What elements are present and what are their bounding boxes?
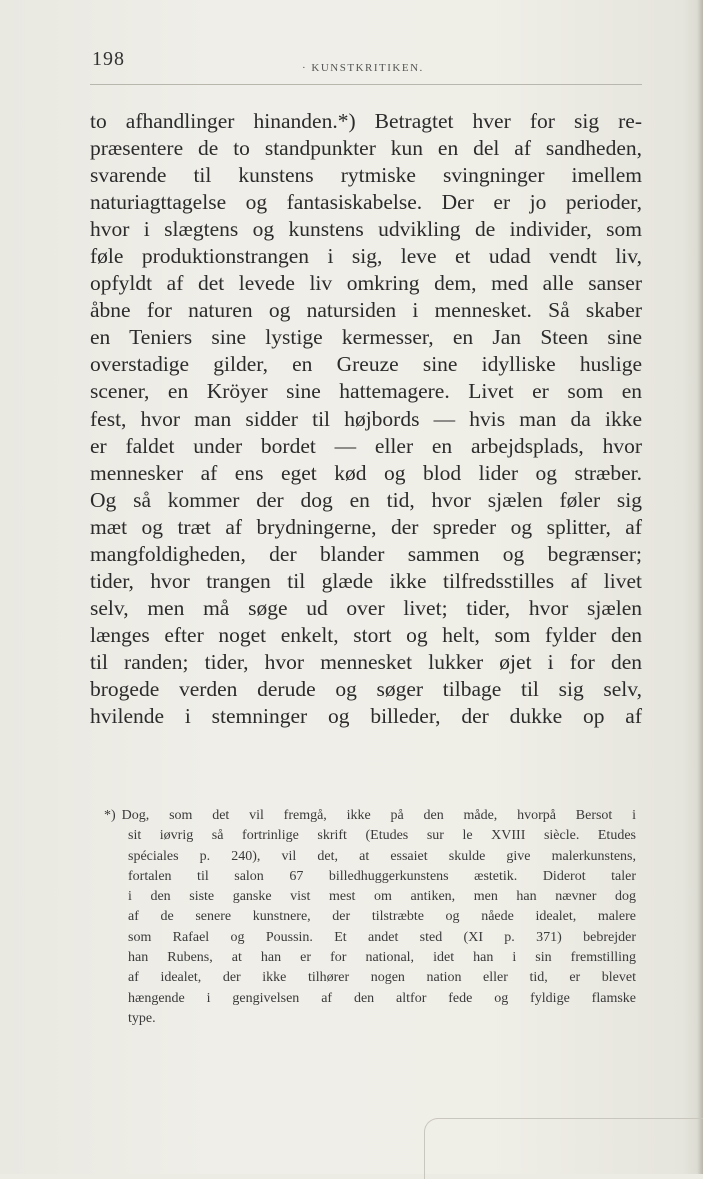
footnote-line: af de senere kunstnere, der tilstræbte og nåede idealet, malere <box>128 909 636 925</box>
page-edge-shadow <box>697 0 703 1174</box>
body-text <box>90 108 642 730</box>
footnote-line: hængende i gengivelsen af den altfor fede og fyldige flamske <box>128 990 636 1006</box>
footnote-line: som Rafael og Poussin. Et andet sted (XI p. 371) bebrejder <box>128 929 636 945</box>
text-line: præsentere de to standpunkter kun en del af sandheden, <box>90 136 642 161</box>
text-line: hvor i slægtens og kunstens udvikling de individer, som <box>90 217 642 242</box>
text-line: naturiagttagelse og fantasiskabelse. Der er jo perioder, <box>90 190 642 215</box>
text-line: overstadige gilder, en Greuze sine idylliske huslige <box>90 352 642 377</box>
footnote-line: type. <box>128 1010 156 1026</box>
footnote-line: fortalen til salon 67 billedhuggerkunstens æstetik. Diderot taler <box>128 868 636 884</box>
text-line: mennesker af ens eget kød og blod lider og stræber. <box>90 460 642 485</box>
footnote-line: sit iøvrig så fortrinlige skrift (Etudes sur le XVIII siècle. Etudes <box>128 828 636 844</box>
text-line: en Teniers sine lystige kermesser, en Jan Steen sine <box>90 325 642 350</box>
text-line: tider, hvor trangen til glæde ikke tilfredsstilles af livet <box>90 568 642 593</box>
footnote <box>104 806 636 1029</box>
header-rule <box>90 84 642 85</box>
text-line: er faldet under bordet — eller en arbejdsplads, hvor <box>90 433 642 458</box>
text-line: mangfoldigheden, der blander sammen og begrænser; <box>90 541 642 566</box>
text-line: føle produktionstrangen i sig, leve et udad vendt liv, <box>90 244 642 269</box>
text-line: til randen; tider, hvor mennesket lukker øjet i for den <box>90 649 642 674</box>
page-number: 198 <box>92 48 125 70</box>
footnote-line: i den siste ganske vist mest om antiken, men han nævner dog <box>128 889 636 905</box>
footnote-line: han Rubens, at han er for national, idet han i sin fremstilling <box>128 950 636 966</box>
footnote-line: spéciales p. 240), vil det, at essaiet skulde give malerkunstens, <box>128 848 636 864</box>
footnote-marker: *) <box>104 808 116 823</box>
footnote-line: af idealet, der ikke tilhører nogen nation eller tid, er blevet <box>128 970 636 986</box>
text-line: scener, en Kröyer sine hattemagere. Livet er som en <box>90 379 642 404</box>
text-line: åbne for naturen og natursiden i mennesket. Så skaber <box>90 298 642 323</box>
text-line: længes efter noget enkelt, stort og helt, som fylder den <box>90 622 642 647</box>
page-corner-mark <box>424 1118 703 1179</box>
text-line: Og så kommer der dog en tid, hvor sjælen føler sig <box>90 487 642 512</box>
text-line: to afhandlinger hinanden.*) Betragtet hver for sig re- <box>90 109 642 133</box>
text-line: selv, men må søge ud over livet; tider, hvor sjælen <box>90 595 642 620</box>
running-head: · KUNSTKRITIKEN. <box>302 62 424 74</box>
footnote-line <box>104 806 636 826</box>
text-line: svarende til kunstens rytmiske svingninger imellem <box>90 163 642 188</box>
text-line: fest, hvor man sidder til højbords — hvis man da ikke <box>90 406 642 431</box>
footnote-line-text: Dog, som det vil fremgå, ikke på den måde, hvorpå Bersot i <box>121 808 636 823</box>
text-line: opfyldt af det levede liv omkring dem, med alle sanser <box>90 271 642 296</box>
text-line: mæt og træt af brydningerne, der spreder og splitter, af <box>90 514 642 539</box>
text-line: brogede verden derude og søger tilbage til sig selv, <box>90 676 642 701</box>
text-line: hvilende i stemninger og billeder, der dukke op af <box>90 704 642 729</box>
